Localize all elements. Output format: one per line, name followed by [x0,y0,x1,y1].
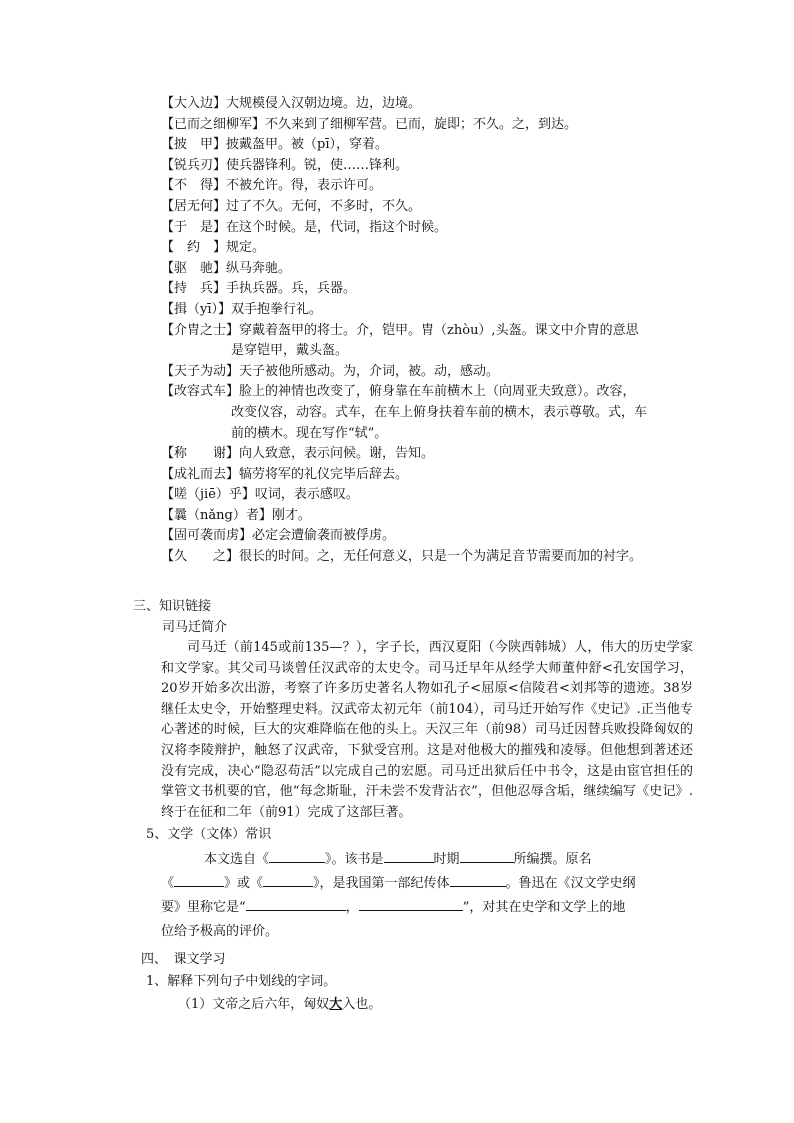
glossary-definition: 过了不久。无何，不多时，不久。 [226,198,422,214]
glossary-term: 【披 甲】 [161,137,227,153]
subsection-title: 司马迁简介 [162,620,228,635]
glossary-definition: 手执兵器。兵，兵器。 [226,281,357,297]
glossary-term: 【大入边】 [161,96,227,111]
glossary-list [161,94,691,568]
literature-fill-in-text [161,848,693,944]
glossary-term: 【久 之】 [161,549,240,565]
task-instruction: 1、解释下列句子中划线的字词。 [146,974,337,989]
glossary-item [161,135,691,156]
glossary-term: 【 约 】 [161,240,227,256]
glossary-item [161,321,691,362]
text-line: 要》里称它是“ ， ”，对其在史学和文学上的地 [161,896,693,920]
glossary-item [161,279,691,300]
glossary-definition: 犒劳将军的礼仪完毕后辞去。 [239,466,409,482]
glossary-definition: 在这个时候。是，代词，指这个时候。 [226,219,448,235]
answer-blank[interactable] [269,848,325,863]
glossary-item [161,176,691,197]
glossary-item [161,465,691,486]
glossary-definition: 很长的时间。之，无任何意义，只是一个为满足音节需要而加的衬字。 [239,549,643,565]
literature-heading: 5、文学（文体）常识 [146,827,272,842]
glossary-definition: 披戴盔甲。被（pī），穿着。 [226,137,388,153]
question-sentence: （1）文帝之后六年，匈奴大入也。 [178,997,382,1012]
glossary-item [161,300,691,321]
glossary-item [161,526,691,547]
section-heading: 四、 课文学习 [141,952,226,967]
glossary-definition-continued: 改变仪容，动容。式车，在车上俯身扶着车前的横木，表示尊敬。式，车 [231,404,648,420]
glossary-definition: 叹词，表示感叹。 [254,487,359,503]
glossary-item [161,94,691,115]
text-line: 本文选自《 》。该书是 时期 所编撰。原名 [161,848,693,872]
glossary-definition: 必定会遭偷袭而被俘虏。 [252,528,396,544]
glossary-definition: 向人致意，表示问候。谢，告知。 [239,446,435,462]
glossary-item [161,362,691,383]
answer-blank[interactable] [460,848,514,863]
answer-blank[interactable] [450,872,506,887]
glossary-definition: 双手抱拳行礼。 [231,301,323,317]
glossary-term: 【嗟（jiē）乎】 [161,487,255,503]
glossary-definition: 大规模侵入汉朝边境。边，边境。 [226,96,422,111]
glossary-item [161,547,691,568]
glossary-item [161,218,691,239]
glossary-term: 【驱 驰】 [161,260,227,276]
glossary-item [161,115,691,136]
glossary-term: 【称 谢】 [161,446,240,462]
biography-paragraph: 司马迁（前145或前135—？），字子长，西汉夏阳（今陕西韩城）人，伟大的历史学家和文学家。其父司马谈曾任汉武帝的太史令。司马迁早年从经学大师董仲舒<孔安国学习，20岁开始多次出游，考察了许多历史著名人物如孔子<屈原<信陵君<刘邦等的遗迹。38岁继任太史令，开始整理史料。汉武帝太初元年（前104），司马迁开始写作《史记》.正当他专心著述的时候，巨大的灾难降临在他的头上。天汉三年（前98）司马迁因替兵败投降匈奴的汉将李陵辩护，触怒了汉武帝，下狱受宫刑。这是对他极大的摧残和凌辱。但他想到著述还没有完成，决心“隐忍苟活”以完成自己的宏愿。司马迁出狱后任中书令，这是由宦官担任的掌管文书机要的官，他“每念斯耻，汗未尝不发背沾衣”，但他忍辱含垢，继续编写《史记》.终于在征和二年（前91）完成了这部巨著。 [161,640,693,820]
glossary-definition: 规定。 [226,240,266,256]
section-heading: 三、知识链接 [133,599,212,614]
glossary-term: 【介胄之士】 [161,322,240,338]
glossary-item [161,156,691,177]
glossary-term: 【已而之细柳军】 [161,116,266,132]
glossary-definition: 天子被他所感动。为，介词，被。动，感动。 [239,363,500,379]
glossary-definition: 不被允许。得，表示许可。 [226,178,383,194]
glossary-item [161,506,691,527]
glossary-term: 【居无何】 [161,198,227,214]
answer-blank[interactable] [384,848,434,863]
glossary-term: 【天子为动】 [161,363,240,379]
answer-blank[interactable] [246,896,346,911]
glossary-item [161,197,691,218]
answer-blank[interactable] [359,896,463,911]
glossary-item [161,444,691,465]
glossary-definition: 穿戴着盔甲的将士。介，铠甲。胄（zhòu）,头盔。课文中介胄的意思 [239,322,639,338]
glossary-definition: 刚才。 [271,507,311,523]
glossary-item [161,382,691,444]
glossary-item [161,238,691,259]
glossary-term: 【持 兵】 [161,281,227,297]
glossary-term: 【改容式车】 [161,384,240,400]
answer-blank[interactable] [263,872,313,887]
glossary-item [161,485,691,506]
glossary-term: 【曩（nǎng）者】 [161,507,272,523]
glossary-definition-continued: 前的横木。现在写作“轼”。 [231,425,388,441]
text-line: 《 》或《 》，是我国第一部纪传体 。鲁迅在《汉文学史纲 [161,872,693,896]
glossary-definition: 纵马奔驰。 [226,260,292,276]
glossary-item [161,259,691,280]
glossary-term: 【成礼而去】 [161,466,240,482]
glossary-term: 【于 是】 [161,219,227,235]
glossary-definition-continued: 是穿铠甲，戴头盔。 [231,343,349,359]
glossary-term: 【不 得】 [161,178,227,194]
answer-blank[interactable] [174,872,224,887]
glossary-definition: 脸上的神情也改变了，俯身靠在车前横木上（向周亚夫致意）。改容， [239,384,636,400]
underlined-word: 大 [329,997,343,1012]
glossary-definition: 使兵器锋利。锐，使……锋利。 [226,157,409,173]
glossary-term: 【锐兵刃】 [161,157,227,173]
text-line: 位给予极高的评价。 [161,924,279,939]
glossary-term: 【固可袭而虏】 [161,528,253,544]
glossary-term: 【揖（yī）】 [161,301,232,317]
glossary-definition: 不久来到了细柳军营。已而，旋即；不久。之，到达。 [265,116,578,132]
